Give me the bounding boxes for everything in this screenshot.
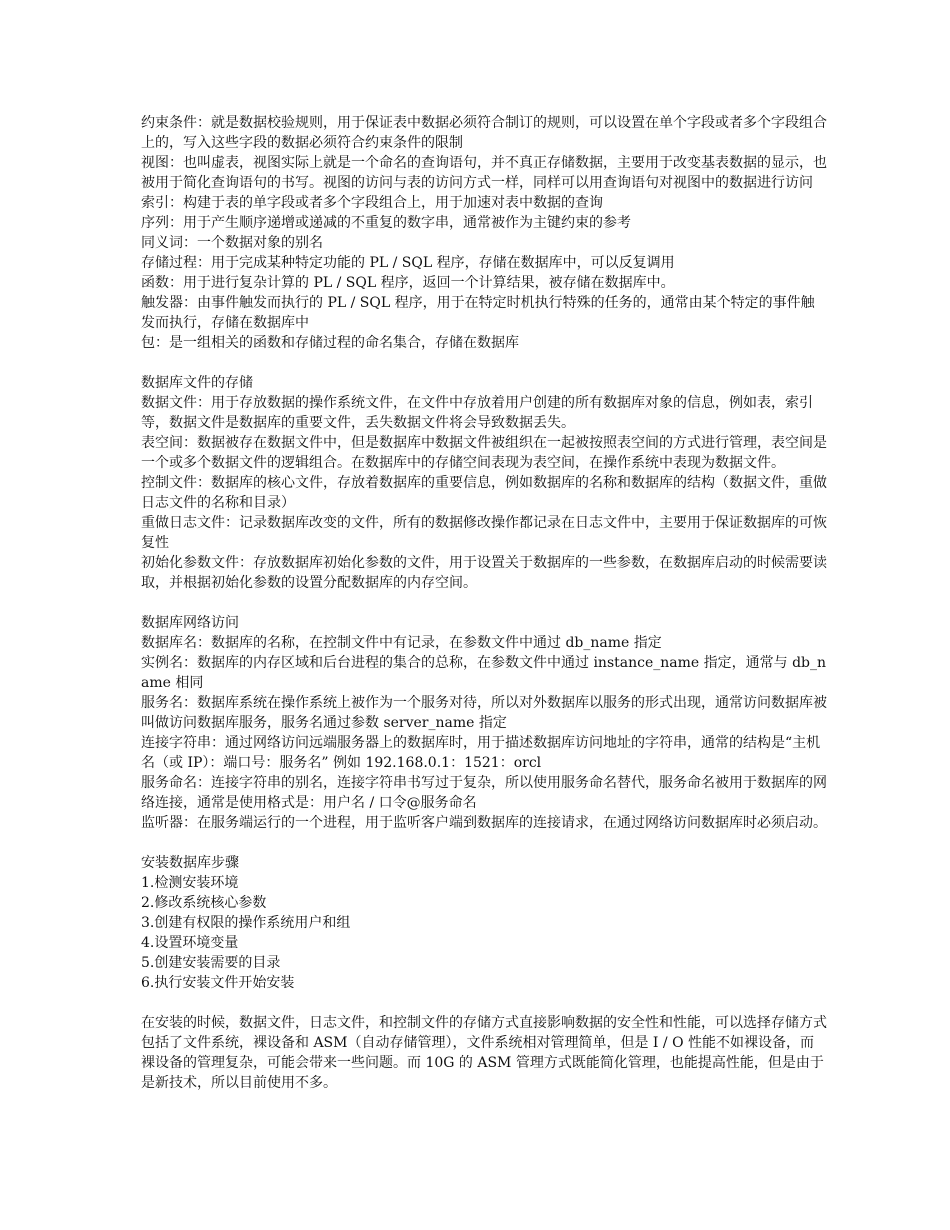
paragraph-data-file: 数据文件：用于存放数据的操作系统文件，在文件中存放着用户创建的所有数据库对象的信息，例如表，索引等，数据文件是数据库的重要文件，丢失数据文件将会导致数据丢失。 [141, 395, 813, 431]
paragraph-trigger: 触发器：由事件触发而执行的 PL / SQL 程序，用于在特定时机执行特殊的任务的，通常由某个特定的事件触发而执行，存储在数据库中 [141, 295, 815, 331]
paragraph-storage-methods: 在安装的时候，数据文件，日志文件，和控制文件的存储方式直接影响数据的安全性和性能，可以选择存储方式包括了文件系统，裸设备和 ASM（自动存储管理），文件系统相对管理简单，但是 I / O 性能不如裸设备，而裸设备的管理复杂，可能会带来一些问题。而 10G 的 ASM 管理方式既能简化管理，也能提高性能，但是由于是新技术，所以目前使用不多。 [141, 1015, 827, 1091]
paragraph-redo-log: 重做日志文件：记录数据库改变的文件，所有的数据修改操作都记录在日志文件中，主要用于保证数据库的可恢复性 [141, 515, 827, 551]
paragraph-stored-procedure: 存储过程：用于完成某种特定功能的 PL / SQL 程序，存储在数据库中，可以反复调用 [141, 255, 675, 271]
paragraph-constraint: 约束条件：就是数据校验规则，用于保证表中数据必须符合制订的规则，可以设置在单个字段或者多个字段组合上的，写入这些字段的数据必须符合约束条件的限制 [141, 115, 827, 151]
document-body [141, 113, 827, 1093]
section-file-storage [141, 373, 827, 593]
list-item: 5.创建安装需要的目录 [141, 955, 281, 971]
paragraph-instance-name: 实例名：数据库的内存区域和后台进程的集合的总称，在参数文件中通过 instance_name 指定，通常与 db_name 相同 [141, 655, 827, 691]
section-heading: 安装数据库步骤 [141, 855, 239, 871]
section-database-objects [141, 113, 827, 353]
section-network-access [141, 613, 827, 833]
paragraph-service-naming: 服务命名：连接字符串的别名，连接字符串书写过于复杂，所以使用服务命名替代，服务命名被用于数据库的网络连接，通常是使用格式是：用户名 / 口令@服务命名 [141, 775, 827, 811]
paragraph-tablespace: 表空间：数据被存在数据文件中，但是数据库中数据文件被组织在一起被按照表空间的方式进行管理，表空间是一个或多个数据文件的逻辑组合。在数据库中的存储空间表现为表空间，在操作系统中表现为数据文件。 [141, 435, 827, 471]
list-item: 6.执行安装文件开始安装 [141, 975, 295, 991]
section-install-steps [141, 853, 827, 993]
paragraph-sequence: 序列：用于产生顺序递增或递减的不重复的数字串，通常被作为主键约束的参考 [141, 215, 631, 231]
list-item: 2.修改系统核心参数 [141, 895, 267, 911]
paragraph-connect-string: 连接字符串：通过网络访问远端服务器上的数据库时，用于描述数据库访问地址的字符串，通常的结构是“主机名（或 IP）：端口号：服务名” 例如 192.168.0.1：1521：orcl [141, 735, 821, 771]
list-item: 1.检测安装环境 [141, 875, 239, 891]
list-item: 4.设置环境变量 [141, 935, 239, 951]
section-heading: 数据库文件的存储 [141, 375, 253, 391]
paragraph-view: 视图：也叫虚表，视图实际上就是一个命名的查询语句，并不真正存储数据，主要用于改变基表数据的显示，也被用于简化查询语句的书写。视图的访问与表的访问方式一样，同样可以用查询语句对视图中的数据进行访问 [141, 155, 827, 191]
blank-line [141, 353, 827, 373]
paragraph-init-param-file: 初始化参数文件：存放数据库初始化参数的文件，用于设置关于数据库的一些参数，在数据库启动的时候需要读取，并根据初始化参数的设置分配数据库的内存空间。 [141, 555, 827, 591]
section-heading: 数据库网络访问 [141, 615, 239, 631]
blank-line [141, 833, 827, 853]
paragraph-package: 包：是一组相关的函数和存储过程的命名集合，存储在数据库 [141, 335, 519, 351]
paragraph-db-name: 数据库名：数据库的名称，在控制文件中有记录，在参数文件中通过 db_name 指定 [141, 635, 662, 651]
paragraph-index: 索引：构建于表的单字段或者多个字段组合上，用于加速对表中数据的查询 [141, 195, 603, 211]
section-storage-options [141, 1013, 827, 1093]
blank-line [141, 993, 827, 1013]
paragraph-synonym: 同义词：一个数据对象的别名 [141, 235, 323, 251]
blank-line [141, 593, 827, 613]
paragraph-service-name: 服务名：数据库系统在操作系统上被作为一个服务对待，所以对外数据库以服务的形式出现，通常访问数据库被叫做访问数据库服务，服务名通过参数 server_name 指定 [141, 695, 827, 731]
paragraph-function: 函数：用于进行复杂计算的 PL / SQL 程序，返回一个计算结果，被存储在数据库中。 [141, 275, 675, 291]
paragraph-listener: 监听器：在服务端运行的一个进程，用于监听客户端到数据库的连接请求，在通过网络访问数据库时必须启动。 [141, 815, 827, 831]
paragraph-control-file: 控制文件：数据库的核心文件，存放着数据库的重要信息，例如数据库的名称和数据库的结构（数据文件，重做日志文件的名称和目录） [141, 475, 827, 511]
list-item: 3.创建有权限的操作系统用户和组 [141, 915, 351, 931]
